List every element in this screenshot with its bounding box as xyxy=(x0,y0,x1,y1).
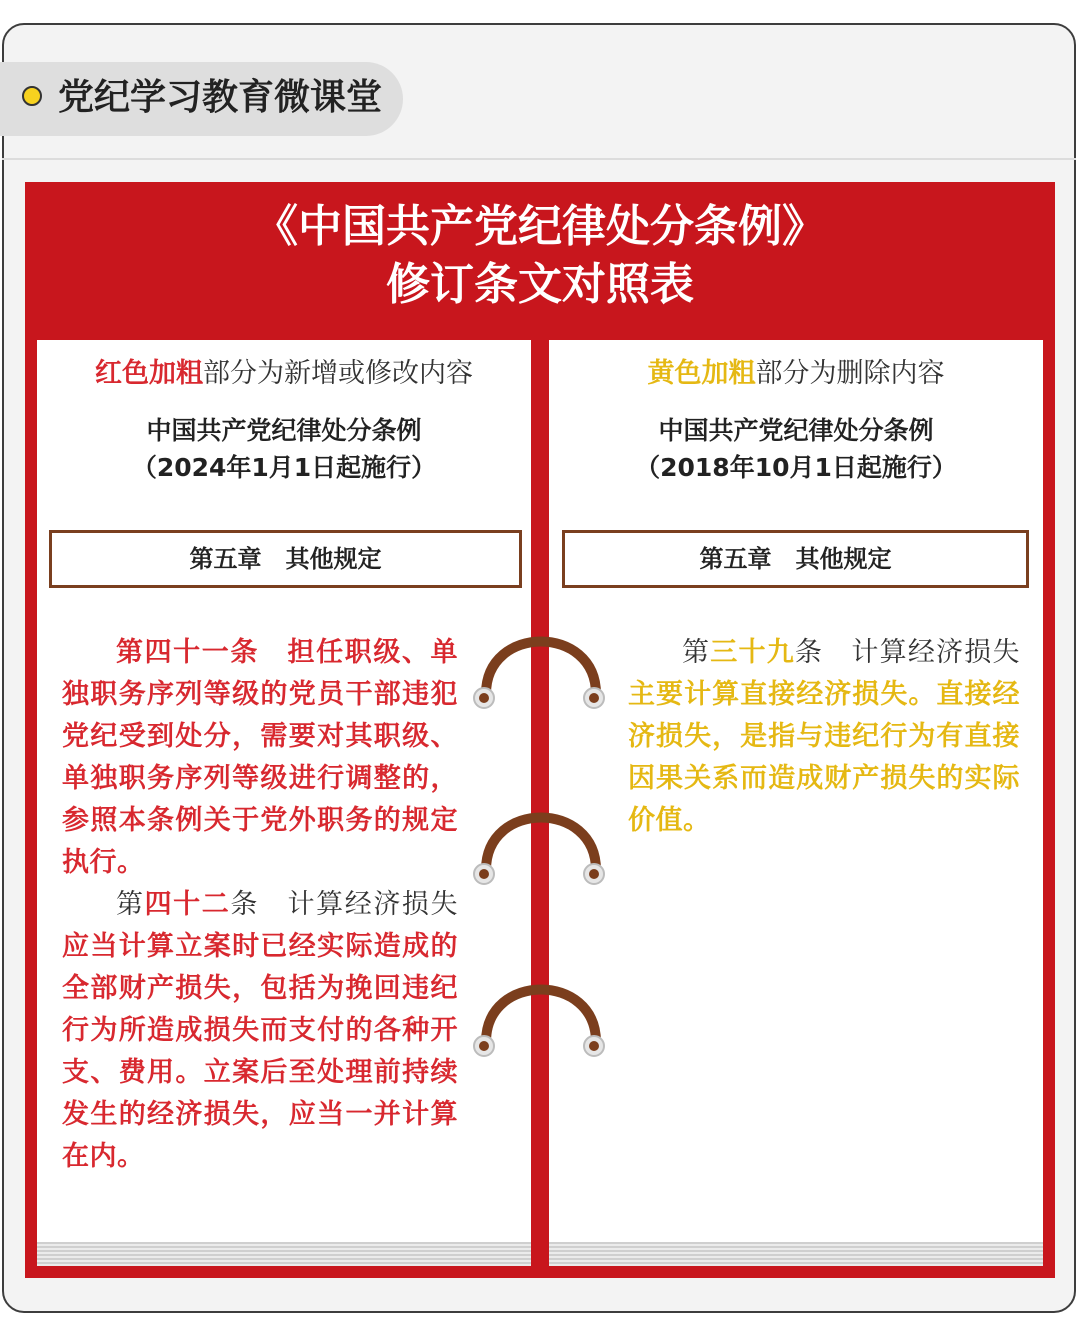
header-divider xyxy=(2,158,1076,160)
binder-ring-icon xyxy=(474,990,604,1057)
right-legend xyxy=(549,354,1043,394)
right-chapter-heading: 第五章 其他规定 xyxy=(562,530,1029,588)
edition-date: （2018年10月1日起施行） xyxy=(635,453,957,482)
binder-rings xyxy=(468,630,618,1070)
article-39: 第三十九条 计算经济损失主要计算直接经济损失。直接经济损失，是指与违纪行为有直接因果关系而造成财产损失的实际价值。 xyxy=(628,637,1021,836)
article-42: 第四十二条 计算经济损失应当计算立案时已经实际造成的全部财产损失，包括为挽回违纪行为所造成损失而支付的各种开支、费用。立案后至处理前持续发生的经济损失，应当一并计算在内。 xyxy=(62,889,459,1172)
edition-date: （2024年1月1日起施行） xyxy=(131,453,437,482)
edition-name: 中国共产党纪律处分条例 xyxy=(146,416,422,445)
main-title xyxy=(25,198,1055,314)
binder-ring-icon xyxy=(474,642,604,709)
legend-highlight-yellow: 黄色加粗 xyxy=(647,358,756,389)
left-chapter-heading: 第五章 其他规定 xyxy=(49,530,522,588)
left-edition xyxy=(37,412,531,486)
right-edition xyxy=(549,412,1043,486)
binder-ring-icon xyxy=(474,818,604,885)
legend-text: 部分为删除内容 xyxy=(755,358,945,389)
legend-highlight-red: 红色加粗 xyxy=(95,358,203,389)
page-stack-edge xyxy=(37,1242,531,1266)
main-title-line2: 修订条文对照表 xyxy=(386,259,694,310)
page-stack-edge xyxy=(549,1242,1043,1266)
left-articles xyxy=(62,632,458,1178)
right-articles xyxy=(628,632,1020,842)
bullet-dot-icon xyxy=(22,86,42,106)
left-legend xyxy=(37,354,531,394)
legend-text: 部分为新增或修改内容 xyxy=(203,358,473,389)
edition-name: 中国共产党纪律处分条例 xyxy=(658,416,934,445)
main-title-line1: 《中国共产党纪律处分条例》 xyxy=(254,201,826,252)
header-title: 党纪学习教育微课堂 xyxy=(58,77,383,118)
article-41: 第四十一条 担任职级、单独职务序列等级的党员干部违犯党纪受到处分，需要对其职级、单独职务序列等级进行调整的，参照本条例关于党外职务的规定执行。 xyxy=(62,637,458,878)
